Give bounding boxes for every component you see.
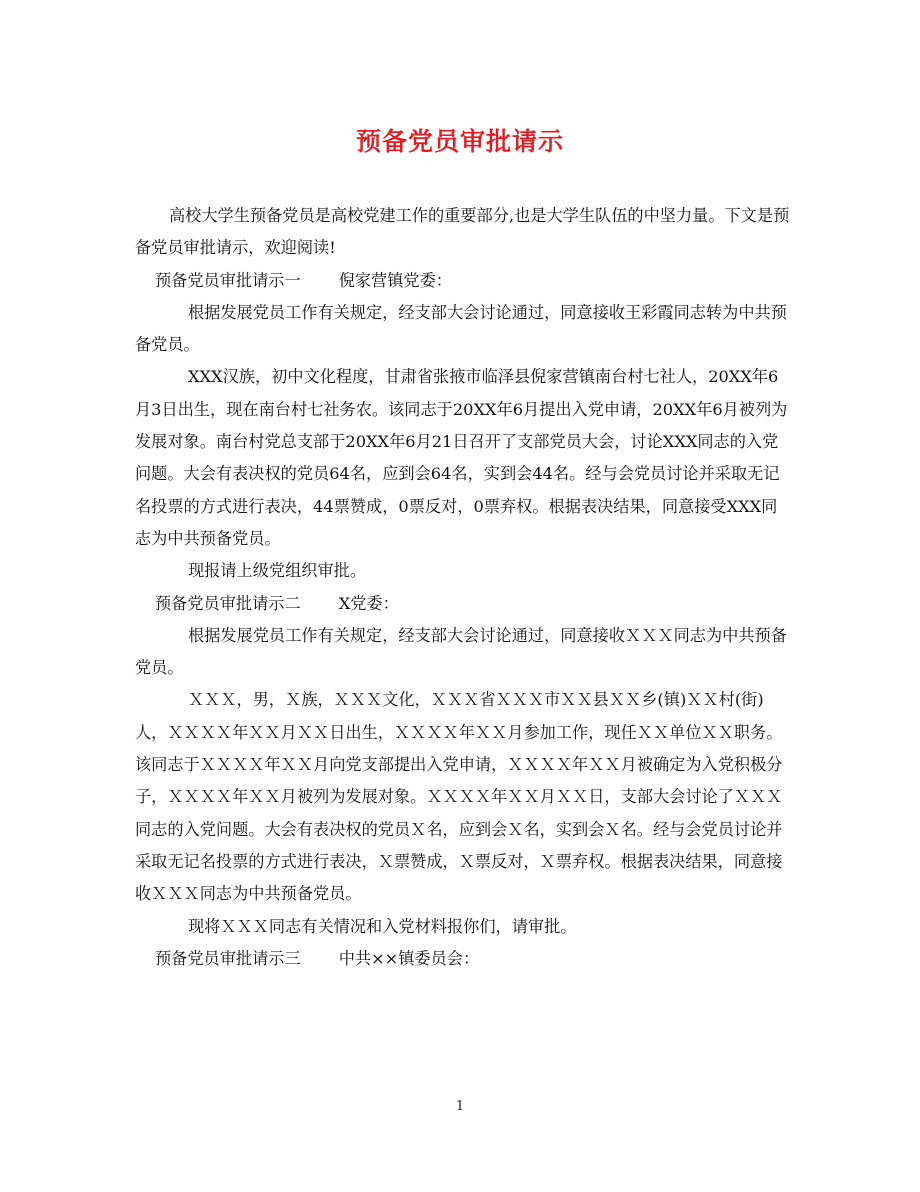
section2-recipient: X党委： <box>338 593 399 613</box>
document-body <box>135 200 790 975</box>
section1-paragraph-3: 现报请上级党组织审批。 <box>188 561 367 581</box>
section2-paragraph-2: ＸＸＸ，男，Ｘ族，ＸＸＸ文化，ＸＸＸ省ＸＸＸ市ＸＸ县ＸＸ乡(镇)ＸＸ村(街)人，ＸＸＸＸ年ＸＸ月ＸＸ日出生，ＸＸＸＸ年ＸＸ月参加工作，现任ＸＸ单位ＸＸ职务。该同志于ＸＸＸＸ年ＸＸ月向党支部提出入党申请，ＸＸＸＸ年ＸＸ月被确定为入党积极分子，ＸＸＸＸ年ＸＸ月被列为发展对象。ＸＸＸＸ年ＸＸ月ＸＸ日，支部大会讨论了ＸＸＸ同志的入党问题。大会有表决权的党员Ｘ名，应到会Ｘ名，实到会Ｘ名。经与会党员讨论并采取无记名投票的方式进行表决，Ｘ票赞成，Ｘ票反对，Ｘ票弃权。根据表决结果，同意接收ＸＸＸ同志为中共预备党员。 <box>135 690 783 904</box>
section3-recipient: 中共××镇委员会： <box>338 948 480 968</box>
document-title: 预备党员审批请示 <box>355 127 564 156</box>
section1-heading: 预备党员审批请示一 <box>155 270 301 290</box>
section2-paragraph-3: 现将ＸＸＸ同志有关情况和入党材料报你们，请审批。 <box>188 916 577 936</box>
section2-paragraph-1: 根据发展党员工作有关规定，经支部大会讨论通过，同意接收ＸＸＸ同志为中共预备党员。 <box>135 625 787 678</box>
section1-heading-line <box>135 265 790 297</box>
section1-paragraph-2: XXX汉族，初中文化程度，甘肃省张掖市临泽县倪家营镇南台村七社人，20XX年6月3日出生，现在南台村七社务农。该同志于20XX年6月提出入党申请，20XX年6月被列为发展对象。南台村党总支部于20XX年6月21日召开了支部党员大会，讨论XXX同志的入党问题。大会有表决权的党员64名，应到会64名，实到会44名。经与会党员讨论并采取无记名投票的方式进行表决，44票赞成，0票反对，0票弃权。根据表决结果，同意接受XXX同志为中共预备党员。 <box>135 367 788 548</box>
section3-heading: 预备党员审批请示三 <box>155 948 301 968</box>
section2-heading-line <box>135 588 790 620</box>
page-number: 1 <box>455 1099 465 1114</box>
section3-heading-line <box>135 943 790 975</box>
intro-paragraph: 高校大学生预备党员是高校党建工作的重要部分,也是大学生队伍的中坚力量。下文是预备党员审批请示，欢迎阅读! <box>135 206 790 258</box>
section2-heading: 预备党员审批请示二 <box>155 593 301 613</box>
section1-paragraph-1: 根据发展党员工作有关规定，经支部大会讨论通过，同意接收王彩霞同志转为中共预备党员。 <box>135 302 787 355</box>
section1-recipient: 倪家营镇党委： <box>338 270 452 290</box>
